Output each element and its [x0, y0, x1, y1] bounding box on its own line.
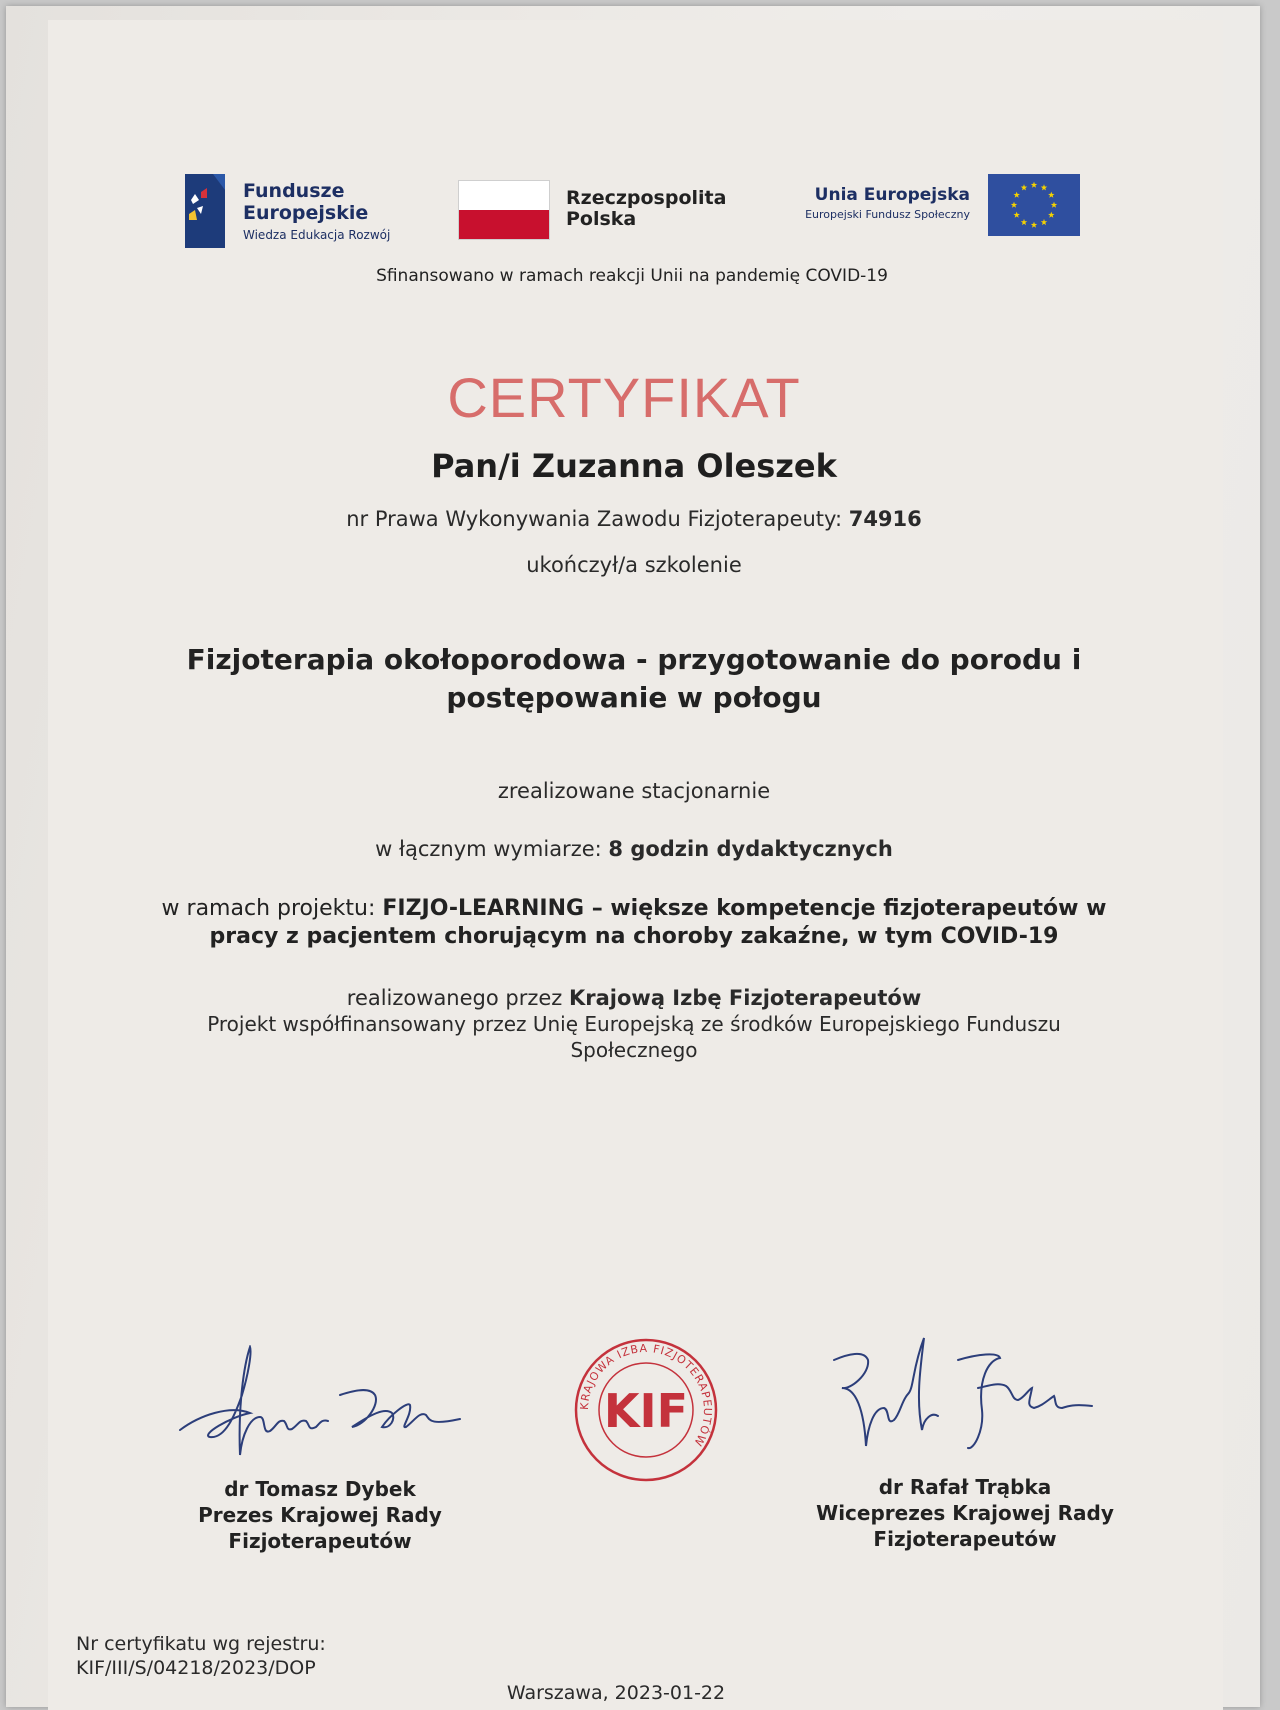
fundusze-europejskie-logo [183, 170, 227, 254]
eu-flag-icon [988, 174, 1080, 240]
project-block [0, 895, 1268, 951]
mode-text: zrealizowane stacjonarnie [497, 779, 771, 803]
rp-line1: Rzeczpospolita [566, 187, 727, 209]
signatory-left [170, 1476, 470, 1554]
fe-line1: Fundusze [243, 180, 345, 202]
duration-label: w łącznym wymiarze: [375, 837, 609, 861]
ue-text [740, 185, 970, 221]
course-line1: Fizjoterapia okołoporodowa - przygotowanie do porodu i [186, 643, 1082, 676]
signatory-left-name: dr Tomasz Dybek [224, 1477, 416, 1501]
license-label: nr Prawa Wykonywania Zawodu Fizjoterapeuty: [346, 507, 849, 531]
rp-text [566, 188, 726, 230]
signatory-right-name: dr Rafał Trąbka [878, 1475, 1052, 1499]
duration-line [0, 837, 1268, 861]
registry-number: KIF/III/S/04218/2023/DOP [76, 1657, 316, 1679]
fe-flag-icon [183, 170, 227, 250]
kif-seal [573, 1337, 719, 1487]
signature-right [828, 1330, 1108, 1474]
registry-block [76, 1632, 326, 1680]
project-line1: FIZJO-LEARNING – większe kompetencje fizjoterapeutów w [382, 896, 1107, 921]
signature-left [170, 1345, 470, 1469]
fe-sub: Wiedza Edukacja Rozwój [243, 228, 391, 242]
organizer-label: realizowanego przez [346, 986, 569, 1010]
seal-ring-text: KRAJOWA IZBA FIZJOTERAPEUTÓW [577, 1341, 715, 1449]
organizer-block [0, 985, 1268, 1063]
license-number: 74916 [848, 507, 922, 531]
ue-title: Unia Europejska [814, 185, 970, 205]
fe-text [243, 180, 390, 242]
polish-flag-icon [458, 180, 550, 240]
project-label: w ramach projektu: [161, 896, 383, 921]
registry-label: Nr certyfikatu wg rejestru: [76, 1633, 326, 1655]
signatory-right-role2: Fizjoterapeutów [873, 1527, 1057, 1551]
course-line2: postępowanie w połogu [446, 681, 822, 714]
ue-sub: Europejski Fundusz Społeczny [805, 208, 970, 221]
signatory-right [790, 1474, 1140, 1552]
organizer-name: Krajową Izbę Fizjoterapeutów [569, 986, 922, 1010]
license-line [0, 507, 1268, 531]
course-title [0, 641, 1268, 717]
project-line2: pracy z pacjentem chorującym na choroby zakaźne, w tym COVID-19 [209, 924, 1059, 949]
rp-line2: Polska [566, 208, 637, 230]
funding-note: Sfinansowano w ramach reakcji Unii na pandemię COVID-19 [376, 266, 888, 286]
cofinanced-line1: Projekt współfinansowany przez Unię Europejską ze środków Europejskiego Funduszu [207, 1012, 1061, 1036]
seal-mark: KIF [603, 1384, 689, 1438]
recipient-name: Pan/i Zuzanna Oleszek [431, 447, 837, 485]
duration-value: 8 godzin dydaktycznych [608, 837, 893, 861]
cofinanced-line2: Społecznego [570, 1038, 698, 1062]
signatory-left-role2: Fizjoterapeutów [228, 1529, 412, 1553]
certificate-title: CERTYFIKAT [447, 366, 801, 429]
completed-text: ukończył/a szkolenie [526, 553, 742, 577]
place-date: Warszawa, 2023-01-22 [506, 1682, 726, 1704]
signatory-left-role1: Prezes Krajowej Rady [198, 1503, 442, 1527]
signatory-right-role1: Wiceprezes Krajowej Rady [816, 1501, 1114, 1525]
fe-line2: Europejskie [243, 202, 369, 224]
